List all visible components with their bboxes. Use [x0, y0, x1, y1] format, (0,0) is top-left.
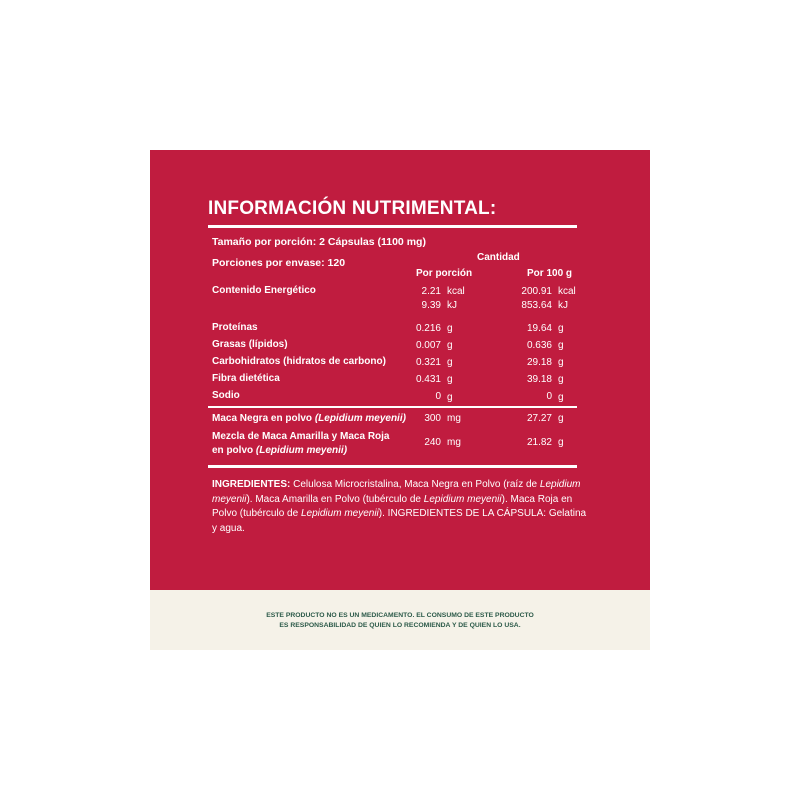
nutrient-label: Grasas (lípidos) [212, 339, 288, 350]
nutrient-unit-100: g [558, 340, 564, 351]
nutrient-serving: 0 [435, 391, 441, 402]
active-2-unit-100: g [558, 437, 564, 448]
nutrient-per100: 0 [546, 391, 552, 402]
col-per-100g-header: Por 100 g [527, 268, 573, 279]
nutrient-unit: g [447, 323, 453, 334]
energy-kj-unit-100: kJ [558, 300, 568, 311]
nutrient-unit: g [447, 357, 453, 368]
active-2-unit: mg [447, 437, 461, 448]
nutrition-panel [150, 150, 650, 590]
energy-kj-unit: kJ [447, 300, 457, 311]
active-1-unit: mg [447, 413, 461, 424]
nutrient-serving: 0.431 [415, 374, 441, 385]
cantidad-header: Cantidad [477, 252, 520, 263]
nutrient-unit-100: g [558, 374, 564, 385]
active-2-serving: 240 [424, 437, 441, 448]
energy-kcal-100: 200.91 [521, 286, 552, 297]
nutrient-label: Proteínas [212, 322, 258, 333]
nutrient-per100: 19.64 [526, 323, 552, 334]
active-ingredient-1-label: Maca Negra en polvo (Lepidium meyenii) [212, 413, 406, 424]
nutrient-unit: g [447, 392, 453, 403]
active-ingredient-2-label-line2: en polvo (Lepidium meyenii) [212, 445, 348, 456]
disclaimer-line-1: ESTE PRODUCTO NO ES UN MEDICAMENTO. EL CONSUMO DE ESTE PRODUCTO [266, 612, 534, 619]
nutrient-label: Fibra dietética [212, 373, 280, 384]
divider-bottom [208, 465, 577, 468]
nutrient-serving: 0.321 [415, 357, 441, 368]
nutrient-unit-100: g [558, 357, 564, 368]
active-1-serving: 300 [424, 413, 441, 424]
energy-kcal-serving: 2.21 [421, 286, 441, 297]
nutrient-unit-100: g [558, 323, 564, 334]
active-2-per100: 21.82 [526, 437, 552, 448]
nutrient-unit: g [447, 374, 453, 385]
active-1-per100: 27.27 [526, 413, 552, 424]
nutrient-per100: 0.636 [526, 340, 552, 351]
col-per-serving-header: Por porción [416, 268, 473, 279]
nutrient-per100: 29.18 [526, 357, 552, 368]
active-1-unit-100: g [558, 413, 564, 424]
disclaimer-footer [150, 590, 650, 650]
nutrient-per100: 39.18 [526, 374, 552, 385]
servings-per-container: Porciones por envase: 120 [212, 257, 346, 269]
nutrient-label: Carbohidratos (hidratos de carbono) [212, 356, 386, 367]
divider-middle [208, 406, 577, 408]
ingredients-text: INGREDIENTES: Celulosa Microcristalina, Maca Negra en Polvo (raíz de Lepidium meyenii). Maca Amarilla en Polvo (tubérculo de Lepidium meyenii). Maca Roja en Polvo (tubérculo de Lepidium meyenii). INGREDIENTES DE LA CÁPSULA: Gelatina y agua. [212, 479, 587, 534]
nutrient-unit-100: g [558, 392, 564, 403]
ingredients-heading: INGREDIENTES: [212, 479, 291, 490]
disclaimer-line-2: ES RESPONSABILIDAD DE QUIEN LO RECOMIENDA Y DE QUIEN LO USA. [279, 622, 521, 629]
energy-kj-serving: 9.39 [421, 300, 441, 311]
divider-top [208, 225, 577, 228]
energy-label: Contenido Energético [212, 285, 316, 296]
energy-kcal-unit: kcal [447, 286, 465, 297]
energy-kcal-unit-100: kcal [558, 286, 576, 297]
nutrient-serving: 0.007 [415, 340, 441, 351]
energy-kj-100: 853.64 [521, 300, 552, 311]
nutrient-serving: 0.216 [415, 323, 441, 334]
nutrient-label: Sodio [212, 390, 240, 401]
panel-title: INFORMACIÓN NUTRIMENTAL: [208, 198, 497, 219]
serving-size: Tamaño por porción: 2 Cápsulas (1100 mg) [212, 236, 426, 248]
nutrient-unit: g [447, 340, 453, 351]
active-ingredient-2-label-line1: Mezcla de Maca Amarilla y Maca Roja [212, 431, 390, 442]
